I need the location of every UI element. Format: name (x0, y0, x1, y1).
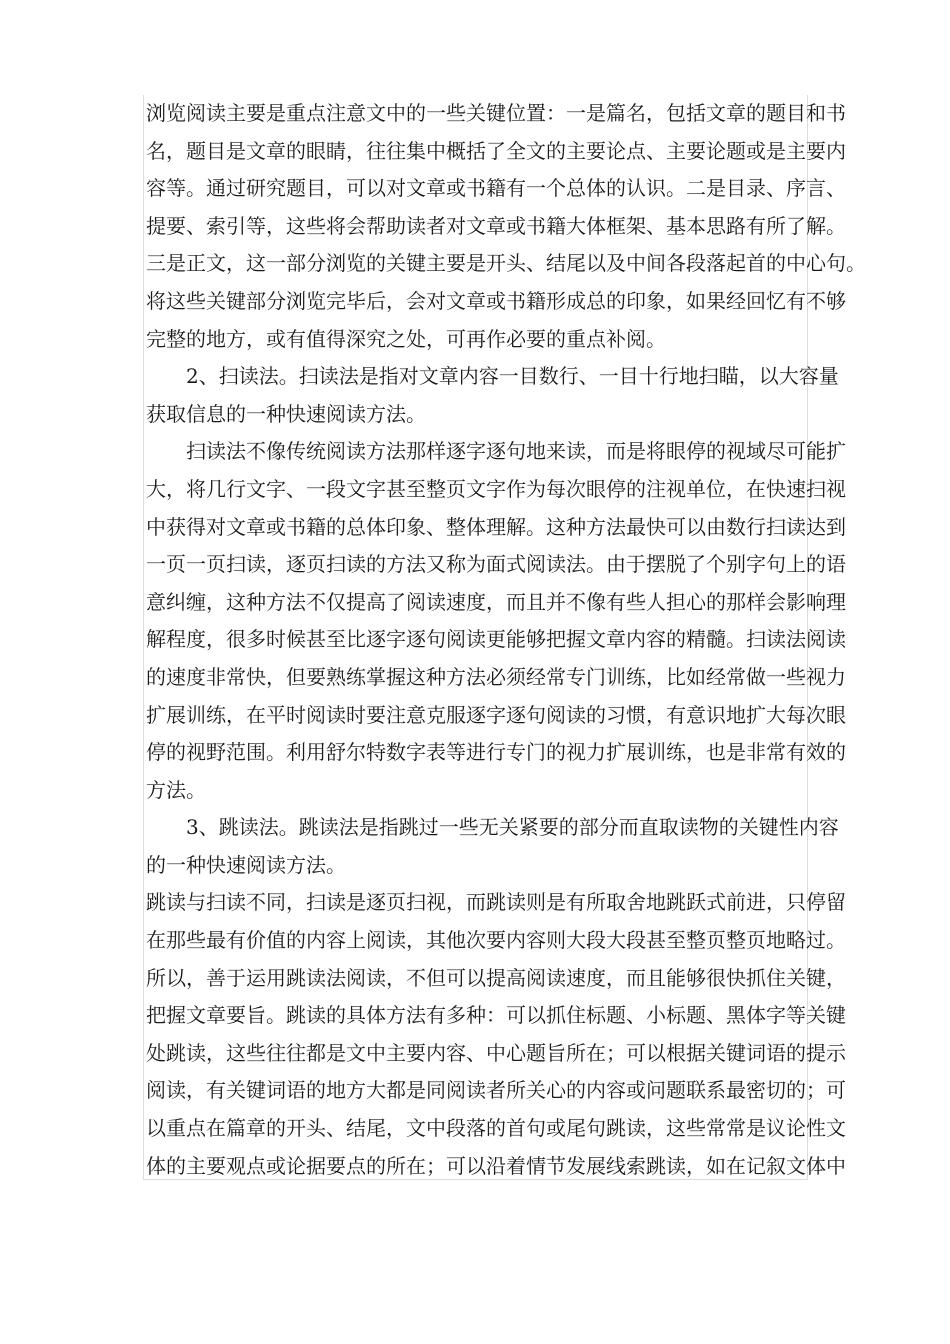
text-line: 2、扫读法。扫读法是指对文章内容一目数行、一目十行地扫瞄，以大容量 (186, 364, 839, 389)
text-line: 将这些关键部分浏览完毕后，会对文章或书籍形成总的印象，如果经回忆有不够 (146, 288, 846, 313)
text-line: 停的视野范围。利用舒尔特数字表等进行专门的视力扩展训练，也是非常有效的 (146, 740, 846, 765)
text-line: 获取信息的一种快速阅读方法。 (146, 401, 426, 426)
document-text-block (143, 95, 866, 1180)
text-line: 把握文章要旨。跳读的具体方法有多种：可以抓住标题、小标题、黑体字等关键 (146, 1003, 846, 1028)
text-line: 以重点在篇章的开头、结尾，文中段落的首句或尾句跳读，这些常常是议论性文 (146, 1116, 846, 1141)
text-line: 容等。通过研究题目，可以对文章或书籍有一个总体的认识。二是目录、序言、 (146, 176, 846, 201)
text-line: 的一种快速阅读方法。 (146, 852, 346, 877)
text-line: 在那些最有价值的内容上阅读，其他次要内容则大段大段甚至整页整页地略过。 (146, 928, 846, 953)
text-line: 的速度非常快，但要熟练掌握这种方法必须经常专门训练，比如经常做一些视力 (146, 664, 846, 689)
text-line: 完整的地方，或有值得深究之处，可再作必要的重点补阅。 (146, 326, 666, 351)
text-line: 解程度，很多时候甚至比逐字逐句阅读更能够把握文章内容的精髓。扫读法阅读 (146, 627, 846, 652)
text-line: 中获得对文章或书籍的总体印象、整体理解。这种方法最快可以由数行扫读达到 (146, 514, 846, 539)
text-line: 三是正文，这一部分浏览的关键主要是开头、结尾以及中间各段落起首的中心句。 (146, 251, 866, 276)
text-line: 扩展训练，在平时阅读时要注意克服逐字逐句阅读的习惯，有意识地扩大每次眼 (146, 702, 846, 727)
text-line: 扫读法不像传统阅读方法那样逐字逐句地来读，而是将眼停的视域尽可能扩 (186, 439, 846, 464)
text-line: 大，将几行文字、一段文字甚至整页文字作为每次眼停的注视单位，在快速扫视 (146, 476, 846, 501)
text-line: 阅读，有关键词语的地方大都是同阅读者所关心的内容或问题联系最密切的；可 (146, 1078, 846, 1103)
text-line: 跳读与扫读不同，扫读是逐页扫视，而跳读则是有所取舍地跳跃式前进，只停留 (146, 890, 846, 915)
text-line: 3、跳读法。跳读法是指跳过一些无关紧要的部分而直取读物的关键性内容 (186, 815, 839, 840)
text-line: 浏览阅读主要是重点注意文中的一些关键位置：一是篇名，包括文章的题目和书 (146, 101, 846, 125)
text-line: 方法。 (146, 777, 206, 802)
text-line: 名，题目是文章的眼睛，往往集中概括了全文的主要论点、主要论题或是主要内 (146, 138, 846, 163)
text-line: 一页一页扫读，逐页扫读的方法又称为面式阅读法。由于摆脱了个别字句上的语 (146, 552, 846, 577)
text-line: 提要、索引等，这些将会帮助读者对文章或书籍大体框架、基本思路有所了解。 (146, 213, 846, 238)
text-line: 意纠缠，这种方法不仅提高了阅读速度，而且并不像有些人担心的那样会影响理 (146, 589, 846, 614)
text-line: 处跳读，这些往往都是文中主要内容、中心题旨所在；可以根据关键词语的提示 (146, 1040, 846, 1065)
text-line: 体的主要观点或论据要点的所在；可以沿着情节发展线索跳读，如在记叙文体中 (146, 1153, 846, 1178)
text-line: 所以，善于运用跳读法阅读，不但可以提高阅读速度，而且能够很快抓住关键， (146, 965, 846, 990)
